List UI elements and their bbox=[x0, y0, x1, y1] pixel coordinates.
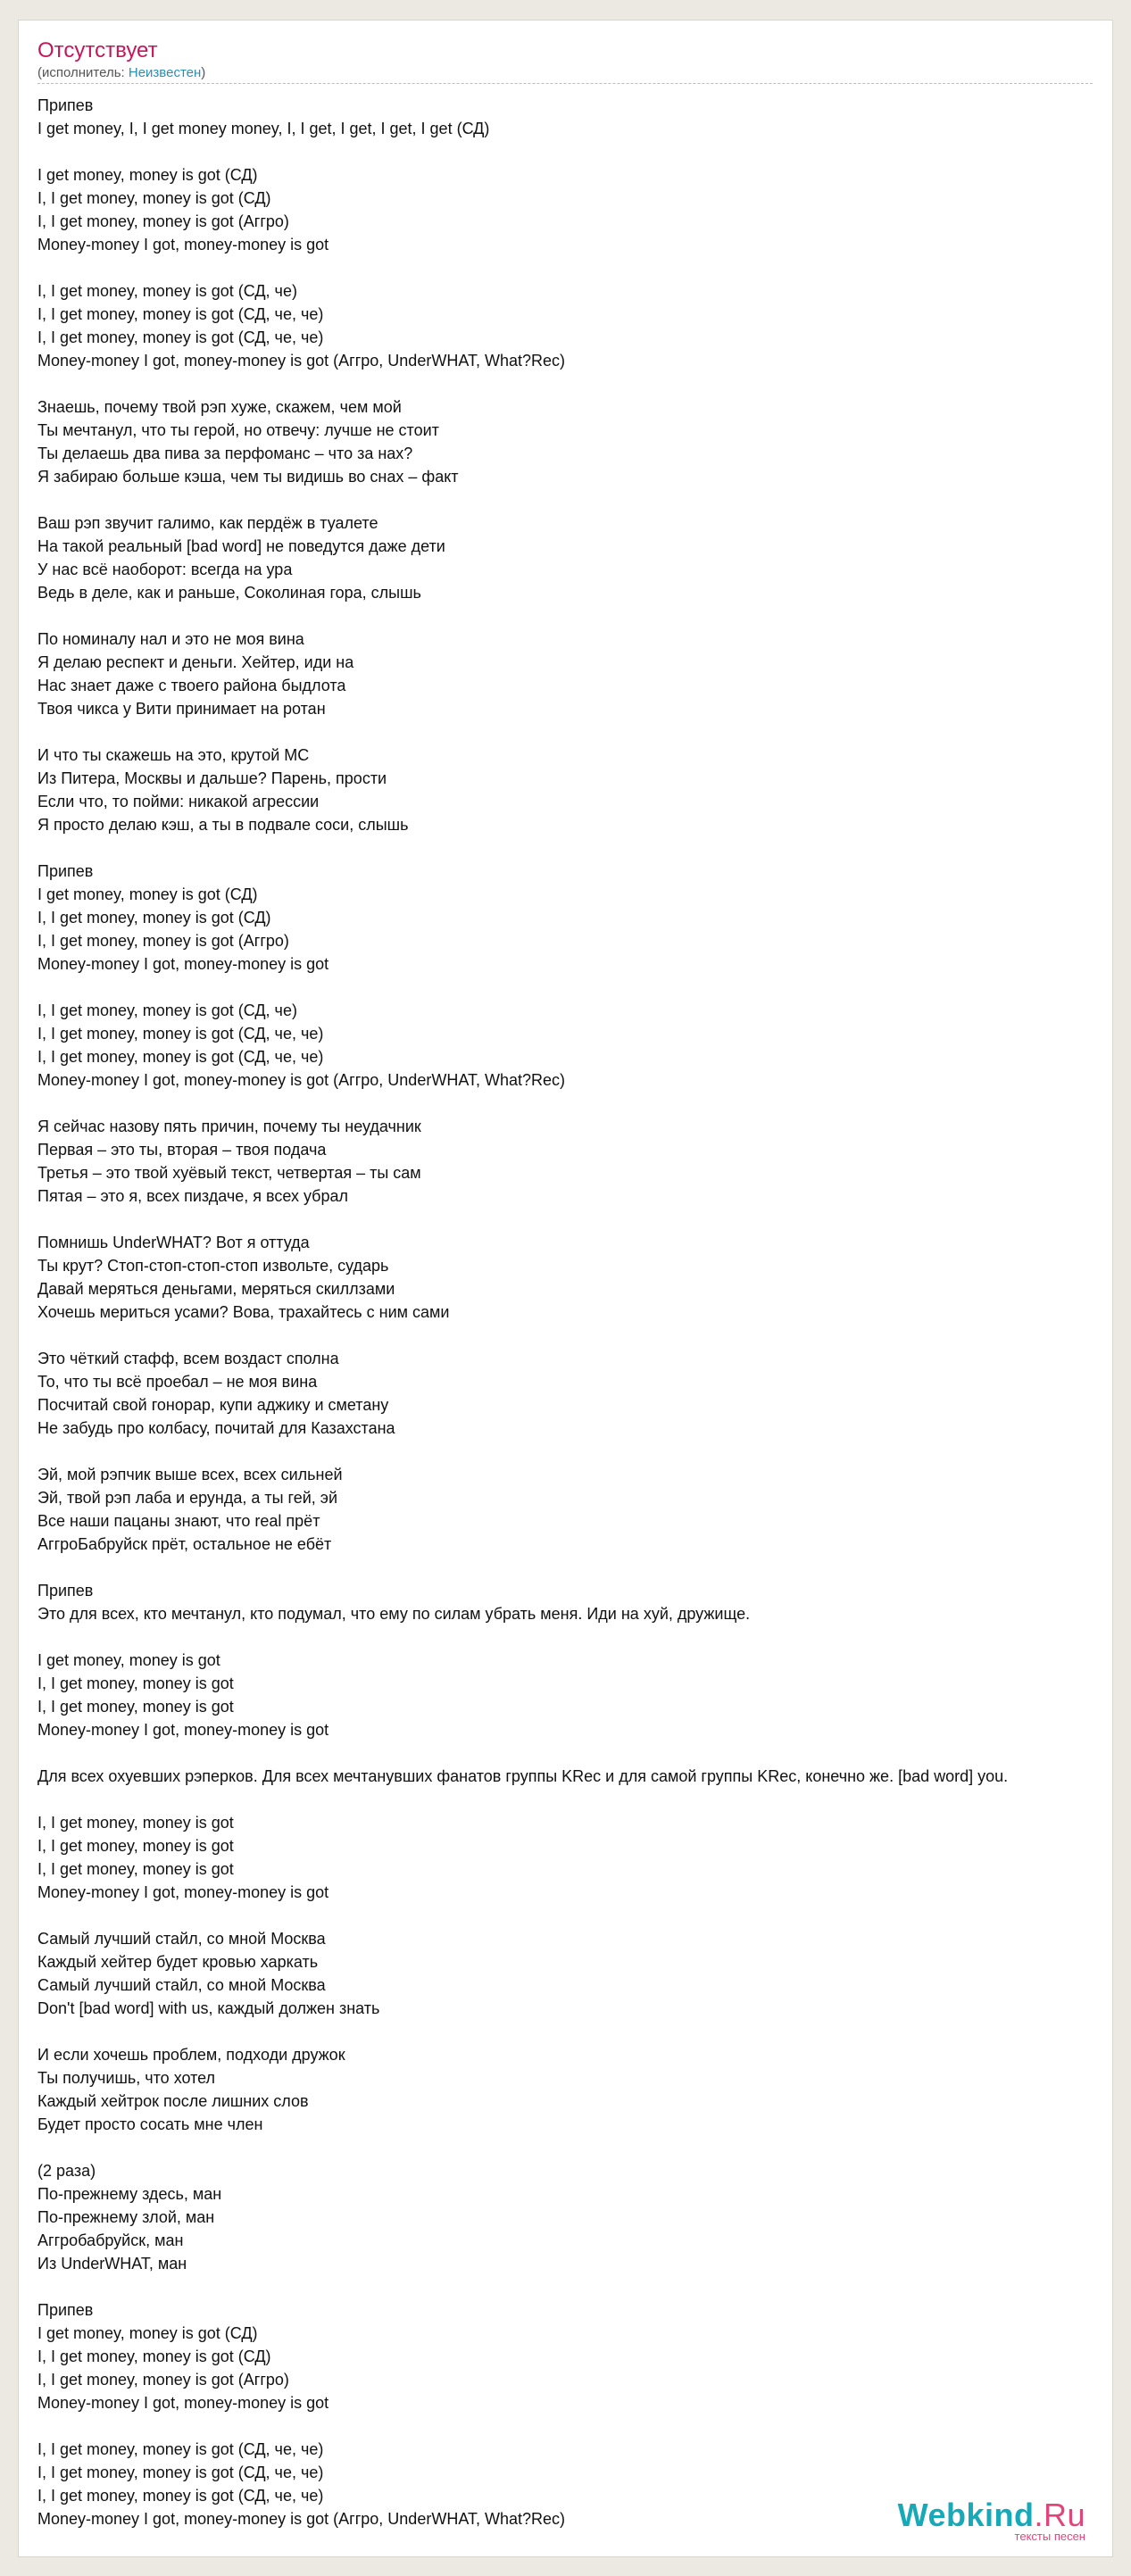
lyrics-line: Money-money I got, money-money is got bbox=[37, 1721, 329, 1739]
lyrics-line: I, I get money, money is got (СД, че, че) bbox=[37, 2487, 324, 2505]
lyrics-line: Давай меряться деньгами, меряться скиллзами bbox=[37, 1280, 395, 1298]
logo-tagline: тексты песен bbox=[1014, 2530, 1085, 2543]
lyrics-line: По номиналу нал и это не моя вина bbox=[37, 630, 304, 648]
artist-prefix: (исполнитель: bbox=[37, 65, 129, 80]
lyrics-blank-line bbox=[37, 1208, 1113, 1231]
song-title: Отсутствует bbox=[37, 38, 158, 62]
lyrics-blank-line bbox=[37, 604, 1113, 627]
lyrics-blank-line bbox=[37, 720, 1113, 744]
lyrics-blank-line bbox=[37, 1788, 1113, 1811]
lyrics-card bbox=[18, 20, 1113, 2557]
lyrics-line: I, I get money, money is got bbox=[37, 1814, 234, 1832]
lyrics-line: I get money, money is got (СД) bbox=[37, 885, 258, 903]
lyrics-line: Знаешь, почему твой рэп хуже, скажем, чем мой bbox=[37, 398, 402, 416]
artist-link[interactable]: Неизвестен bbox=[128, 65, 202, 80]
lyrics-line: Money-money I got, money-money is got (Аггро, UnderWHAT, What?Rec) bbox=[37, 352, 566, 370]
lyrics-blank-line bbox=[37, 2275, 1113, 2298]
lyrics-blank-line bbox=[37, 140, 1113, 163]
lyrics-line: Не забудь про колбасу, почитай для Казахстана bbox=[37, 1419, 395, 1437]
lyrics-line: I get money, I, I get money money, I, I get, I get, I get, I get (СД) bbox=[37, 120, 490, 137]
lyrics-line: Припев bbox=[37, 862, 94, 880]
lyrics-blank-line bbox=[37, 1092, 1113, 1115]
lyrics-line: На такой реальный [bad word] не поведутся даже дети bbox=[37, 537, 445, 555]
lyrics-line: Ты мечтанул, что ты герой, но отвечу: лучше не стоит bbox=[37, 421, 439, 439]
lyrics-line: Посчитай свой гонорар, купи аджику и сметану bbox=[37, 1396, 389, 1414]
lyrics-line: I, I get money, money is got (СД, че, че) bbox=[37, 1025, 324, 1043]
lyrics-line: Это для всех, кто мечтанул, кто подумал, что ему по силам убрать меня. Иди на хуй, дружище. bbox=[37, 1605, 751, 1623]
lyrics-line: I, I get money, money is got (СД, че, че) bbox=[37, 305, 324, 323]
artist-suffix: ) bbox=[201, 65, 206, 80]
lyrics-line: Я сейчас назову пять причин, почему ты неудачник bbox=[37, 1118, 421, 1135]
lyrics-blank-line bbox=[37, 2136, 1113, 2159]
lyrics-line: I, I get money, money is got bbox=[37, 1860, 234, 1878]
lyrics-line: Припев bbox=[37, 1582, 94, 1600]
lyrics-line: И если хочешь проблем, подходи дружок bbox=[37, 2046, 345, 2064]
lyrics-line: Каждый хейтер будет кровью харкать bbox=[37, 1953, 319, 1971]
lyrics-line: У нас всё наоборот: всегда на ура bbox=[37, 561, 293, 578]
lyrics-blank-line bbox=[37, 1741, 1113, 1765]
lyrics-line: Будет просто сосать мне член bbox=[37, 2115, 263, 2133]
lyrics-line: Я делаю респект и деньги. Хейтер, иди на bbox=[37, 653, 354, 671]
lyrics-blank-line bbox=[37, 372, 1113, 395]
lyrics-line: Я просто делаю кэш, а ты в подвале соси, слышь bbox=[37, 816, 409, 834]
lyrics-blank-line bbox=[37, 1904, 1113, 1927]
lyrics-line: Money-money I got, money-money is got bbox=[37, 1883, 329, 1901]
lyrics-line: Я забираю больше кэша, чем ты видишь во снах – факт bbox=[37, 468, 459, 486]
lyrics-line: Эй, твой рэп лаба и ерунда, а ты гей, эй bbox=[37, 1489, 338, 1507]
lyrics-line: Эй, мой рэпчик выше всех, всех сильней bbox=[37, 1466, 343, 1483]
lyrics-blank-line bbox=[37, 976, 1113, 999]
lyrics-line: I, I get money, money is got (СД, че, че) bbox=[37, 2440, 324, 2458]
logo-tld: .Ru bbox=[1034, 2497, 1085, 2533]
lyrics-line: По-прежнему злой, ман bbox=[37, 2208, 215, 2226]
lyrics-line: Money-money I got, money-money is got bbox=[37, 955, 329, 973]
lyrics-line: I, I get money, money is got (Аггро) bbox=[37, 932, 289, 950]
lyrics-line: АггроБабруйск прёт, остальное не ебёт bbox=[37, 1535, 332, 1553]
lyrics-line: Ты делаешь два пива за перфоманс – что за нах? bbox=[37, 445, 413, 462]
lyrics-line: I, I get money, money is got (СД, че) bbox=[37, 282, 297, 300]
lyrics-line: I, I get money, money is got (СД, че, че) bbox=[37, 2464, 324, 2481]
lyrics-line: I, I get money, money is got (СД) bbox=[37, 909, 271, 927]
lyrics-line: Все наши пацаны знают, что real прёт bbox=[37, 1512, 320, 1530]
lyrics-blank-line bbox=[37, 1324, 1113, 1347]
lyrics-blank-line bbox=[37, 2414, 1113, 2438]
lyrics-line: I, I get money, money is got (СД, че, че) bbox=[37, 328, 324, 346]
lyrics-line: Припев bbox=[37, 96, 94, 114]
lyrics-blank-line bbox=[37, 488, 1113, 511]
lyrics-line: По-прежнему здесь, ман bbox=[37, 2185, 222, 2203]
lyrics-line: I, I get money, money is got bbox=[37, 1674, 234, 1692]
lyrics-line: Каждый хейтрок после лишних слов bbox=[37, 2092, 309, 2110]
lyrics-line: Если что, то пойми: никакой агрессии bbox=[37, 793, 320, 810]
lyrics-blank-line bbox=[37, 836, 1113, 860]
lyrics-line: I, I get money, money is got (СД) bbox=[37, 2347, 271, 2365]
lyrics-line: Это чёткий стафф, всем воздаст сполна bbox=[37, 1350, 339, 1367]
lyrics-line: Первая – это ты, вторая – твоя подача bbox=[37, 1141, 327, 1159]
lyrics-line: Money-money I got, money-money is got bbox=[37, 236, 329, 253]
lyrics-line: Из UnderWHAT, ман bbox=[37, 2255, 187, 2273]
lyrics-line: Money-money I got, money-money is got (Аггро, UnderWHAT, What?Rec) bbox=[37, 2510, 566, 2528]
lyrics-line: Хочешь мериться усами? Вова, трахайтесь с ним сами bbox=[37, 1303, 450, 1321]
lyrics-line: Ты крут? Стоп-стоп-стоп-стоп извольте, сударь bbox=[37, 1257, 389, 1275]
lyrics-line: I, I get money, money is got (Аггро) bbox=[37, 212, 289, 230]
lyrics-line: Ведь в деле, как и раньше, Соколиная гора, слышь bbox=[37, 584, 421, 602]
title-divider bbox=[37, 83, 1093, 84]
artist-line bbox=[37, 65, 205, 80]
lyrics-line: I get money, money is got bbox=[37, 1651, 220, 1669]
lyrics-line: Нас знает даже с твоего района быдлота bbox=[37, 677, 346, 694]
lyrics-line: Твоя чикса у Вити принимает на ротан bbox=[37, 700, 326, 718]
lyrics-blank-line bbox=[37, 1556, 1113, 1579]
lyrics-blank-line bbox=[37, 256, 1113, 279]
lyrics-line: Money-money I got, money-money is got bbox=[37, 2394, 329, 2412]
lyrics-line: I get money, money is got (СД) bbox=[37, 166, 258, 184]
lyrics-blank-line bbox=[37, 2020, 1113, 2043]
site-logo[interactable] bbox=[898, 2498, 1085, 2542]
lyrics-line: I, I get money, money is got (СД, че, че) bbox=[37, 1048, 324, 1066]
lyrics-line: Don't [bad word] with us, каждый должен знать bbox=[37, 1999, 380, 2017]
lyrics-line: Для всех охуевших рэперков. Для всех мечтанувших фанатов группы KRec и для самой группы KRec, конечно же. [bad word] you. bbox=[37, 1767, 1009, 1785]
logo-wordmark bbox=[898, 2498, 1085, 2532]
lyrics-line: Самый лучший стайл, со мной Москва bbox=[37, 1930, 326, 1948]
lyrics-line: И что ты скажешь на это, крутой МС bbox=[37, 746, 310, 764]
lyrics-line: I, I get money, money is got (Аггро) bbox=[37, 2371, 289, 2389]
lyrics-line: Из Питера, Москвы и дальше? Парень, прости bbox=[37, 769, 387, 787]
lyrics-blank-line bbox=[37, 1440, 1113, 1463]
lyrics-line: Третья – это твой хуёвый текст, четвертая – ты сам bbox=[37, 1164, 421, 1182]
lyrics-line: То, что ты всё проебал – не моя вина bbox=[37, 1373, 318, 1391]
lyrics-blank-line bbox=[37, 1625, 1113, 1649]
lyrics-line: Припев bbox=[37, 2301, 94, 2319]
lyrics-line: I, I get money, money is got (СД, че) bbox=[37, 1001, 297, 1019]
lyrics-line: Помнишь UnderWHAT? Вот я оттуда bbox=[37, 1234, 310, 1251]
lyrics-line: Ваш рэп звучит галимо, как пердёж в туалете bbox=[37, 514, 378, 532]
lyrics-line: Аггробабруйск, ман bbox=[37, 2231, 184, 2249]
lyrics-line: I, I get money, money is got bbox=[37, 1837, 234, 1855]
lyrics-text bbox=[37, 94, 1113, 2530]
lyrics-line: Самый лучший стайл, со мной Москва bbox=[37, 1976, 326, 1994]
logo-name: Webkind bbox=[897, 2497, 1035, 2533]
lyrics-line: I, I get money, money is got bbox=[37, 1698, 234, 1716]
lyrics-line: Money-money I got, money-money is got (Аггро, UnderWHAT, What?Rec) bbox=[37, 1071, 566, 1089]
lyrics-line: Пятая – это я, всех пиздаче, я всех убрал bbox=[37, 1187, 348, 1205]
lyrics-line: I get money, money is got (СД) bbox=[37, 2324, 258, 2342]
lyrics-line: Ты получишь, что хотел bbox=[37, 2069, 216, 2087]
lyrics-line: I, I get money, money is got (СД) bbox=[37, 189, 271, 207]
lyrics-line: (2 раза) bbox=[37, 2162, 96, 2180]
